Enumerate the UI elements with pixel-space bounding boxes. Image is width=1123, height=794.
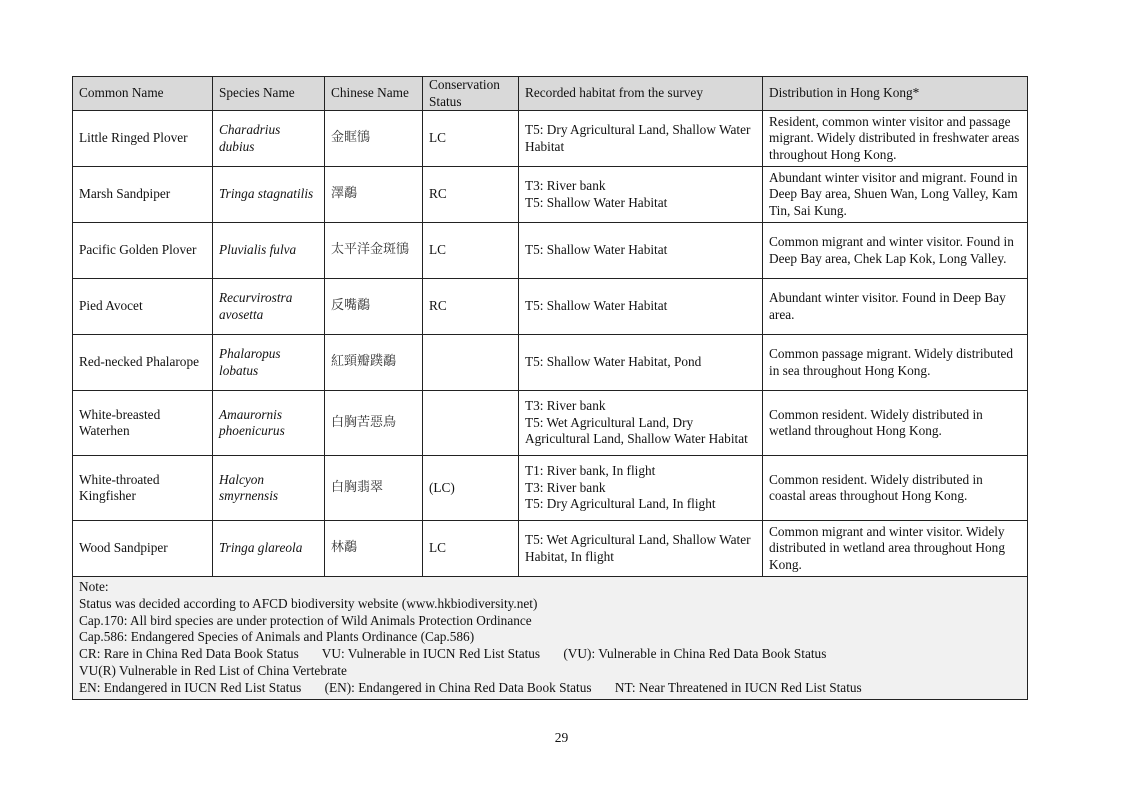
habitat-cell bbox=[519, 167, 763, 223]
habitat-cell bbox=[519, 456, 763, 521]
species-name-cell: Tringa stagnatilis bbox=[213, 167, 325, 223]
distribution-cell: Common resident. Widely distributed in wetland throughout Hong Kong. bbox=[763, 391, 1028, 456]
note-line: EN: Endangered in IUCN Red List Status (EN): Endangered in China Red Data Book Status NT: Near Threatened in IUCN Red List Status bbox=[79, 679, 862, 695]
note-line: VU(R) Vulnerable in Red List of China Vertebrate bbox=[79, 662, 347, 678]
distribution-cell: Common migrant and winter visitor. Widely distributed in wetland area throughout Hong Kong. bbox=[763, 521, 1028, 577]
species-name-cell: Pluvialis fulva bbox=[213, 223, 325, 279]
chinese-name-cell: 金眶鴴 bbox=[325, 111, 423, 167]
common-name-cell: Marsh Sandpiper bbox=[73, 167, 213, 223]
conservation-status-cell bbox=[423, 335, 519, 391]
chinese-name-cell: 太平洋金斑鴴 bbox=[325, 223, 423, 279]
conservation-status-cell: RC bbox=[423, 167, 519, 223]
table-row bbox=[73, 335, 1028, 391]
habitat-line: T5: Wet Agricultural Land, Dry Agricultural Land, Shallow Water Habitat bbox=[525, 414, 748, 447]
conservation-status-cell: LC bbox=[423, 223, 519, 279]
species-table bbox=[72, 76, 1028, 700]
header-recorded-habitat: Recorded habitat from the survey bbox=[519, 77, 763, 111]
common-name-cell: Wood Sandpiper bbox=[73, 521, 213, 577]
habitat-cell bbox=[519, 521, 763, 577]
note-line: CR: Rare in China Red Data Book Status VU: Vulnerable in IUCN Red List Status (VU): Vulnerable in China Red Data Book Status bbox=[79, 646, 827, 662]
chinese-name-cell: 白胸翡翠 bbox=[325, 456, 423, 521]
header-chinese-name: Chinese Name bbox=[325, 77, 423, 111]
habitat-line: T3: River bank bbox=[525, 398, 606, 414]
chinese-name-cell: 反嘴鷸 bbox=[325, 279, 423, 335]
habitat-line: T5: Wet Agricultural Land, Shallow Water Habitat, In flight bbox=[525, 532, 751, 564]
habitat-cell bbox=[519, 223, 763, 279]
note-line: Cap.170: All bird species are under protection of Wild Animals Protection Ordinance bbox=[79, 612, 532, 628]
table-row bbox=[73, 456, 1028, 521]
table-header-row bbox=[73, 77, 1028, 111]
common-name-cell: Little Ringed Plover bbox=[73, 111, 213, 167]
note-heading: Note: bbox=[79, 579, 109, 594]
habitat-line: T5: Shallow Water Habitat bbox=[525, 298, 668, 314]
chinese-name-cell: 澤鷸 bbox=[325, 167, 423, 223]
table-row bbox=[73, 167, 1028, 223]
conservation-status-cell bbox=[423, 391, 519, 456]
species-name-cell: Recurvirostra avosetta bbox=[213, 279, 325, 335]
conservation-status-cell: LC bbox=[423, 111, 519, 167]
notes-cell bbox=[73, 577, 1028, 700]
distribution-cell: Common passage migrant. Widely distributed in sea throughout Hong Kong. bbox=[763, 335, 1028, 391]
common-name-cell: Red-necked Phalarope bbox=[73, 335, 213, 391]
header-species-name: Species Name bbox=[213, 77, 325, 111]
species-name-cell: Amaurornis phoenicurus bbox=[213, 391, 325, 456]
habitat-line: T3: River bank bbox=[525, 479, 606, 495]
habitat-cell bbox=[519, 111, 763, 167]
notes-row bbox=[73, 577, 1028, 700]
species-name-cell: Halcyon smyrnensis bbox=[213, 456, 325, 521]
table-row bbox=[73, 391, 1028, 456]
chinese-name-cell: 紅頸瓣蹼鷸 bbox=[325, 335, 423, 391]
table-body bbox=[73, 111, 1028, 577]
distribution-cell: Abundant winter visitor and migrant. Found in Deep Bay area, Shuen Wan, Long Valley, Kam Tin, Sai Kung. bbox=[763, 167, 1028, 223]
habitat-cell bbox=[519, 391, 763, 456]
species-name-cell: Charadrius dubius bbox=[213, 111, 325, 167]
common-name-cell: White-breasted Waterhen bbox=[73, 391, 213, 456]
habitat-line: T5: Shallow Water Habitat bbox=[525, 194, 668, 210]
note-line: Cap.586: Endangered Species of Animals and Plants Ordinance (Cap.586) bbox=[79, 629, 475, 645]
conservation-status-cell: RC bbox=[423, 279, 519, 335]
header-distribution: Distribution in Hong Kong* bbox=[763, 77, 1028, 111]
habitat-cell bbox=[519, 279, 763, 335]
habitat-line: T5: Shallow Water Habitat, Pond bbox=[525, 354, 702, 370]
header-conservation-status: Conservation Status bbox=[423, 77, 519, 111]
common-name-cell: White-throated Kingfisher bbox=[73, 456, 213, 521]
chinese-name-cell: 林鷸 bbox=[325, 521, 423, 577]
distribution-cell: Resident, common winter visitor and passage migrant. Widely distributed in freshwater areas throughout Hong Kong. bbox=[763, 111, 1028, 167]
distribution-cell: Common migrant and winter visitor. Found in Deep Bay area, Chek Lap Kok, Long Valley. bbox=[763, 223, 1028, 279]
conservation-status-cell: LC bbox=[423, 521, 519, 577]
distribution-cell: Common resident. Widely distributed in coastal areas throughout Hong Kong. bbox=[763, 456, 1028, 521]
distribution-cell: Abundant winter visitor. Found in Deep Bay area. bbox=[763, 279, 1028, 335]
habitat-line: T5: Dry Agricultural Land, In flight bbox=[525, 496, 716, 512]
table-row bbox=[73, 521, 1028, 577]
habitat-line: T1: River bank, In flight bbox=[525, 463, 656, 479]
conservation-status-cell: (LC) bbox=[423, 456, 519, 521]
header-common-name: Common Name bbox=[73, 77, 213, 111]
habitat-line: T5: Shallow Water Habitat bbox=[525, 242, 668, 258]
table-row bbox=[73, 111, 1028, 167]
chinese-name-cell: 白胸苦惡鳥 bbox=[325, 391, 423, 456]
species-name-cell: Phalaropus lobatus bbox=[213, 335, 325, 391]
habitat-line: T3: River bank bbox=[525, 178, 606, 193]
species-name-cell: Tringa glareola bbox=[213, 521, 325, 577]
common-name-cell: Pied Avocet bbox=[73, 279, 213, 335]
table-row bbox=[73, 279, 1028, 335]
page-number: 29 bbox=[554, 730, 569, 745]
common-name-cell: Pacific Golden Plover bbox=[73, 223, 213, 279]
table-row bbox=[73, 223, 1028, 279]
habitat-cell bbox=[519, 335, 763, 391]
habitat-line: T5: Dry Agricultural Land, Shallow Water Habitat bbox=[525, 122, 751, 154]
note-line: Status was decided according to AFCD biodiversity website (www.hkbiodiversity.net) bbox=[79, 595, 538, 611]
